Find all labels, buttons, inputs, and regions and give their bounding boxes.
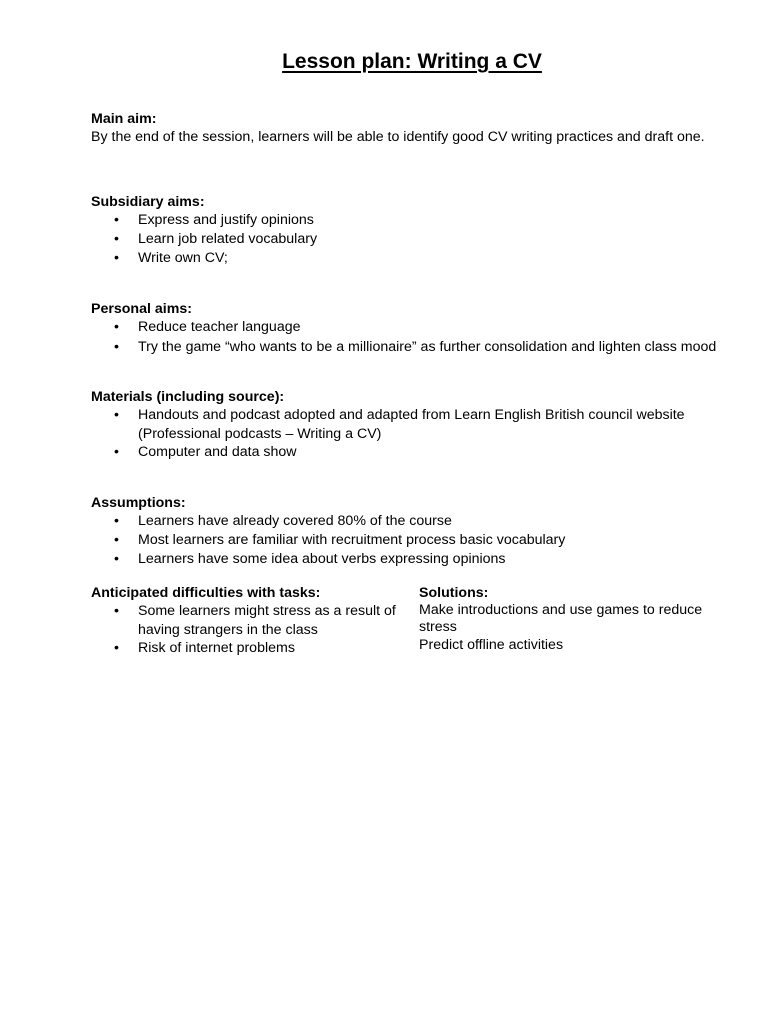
list-item: • Computer and data show: [114, 444, 297, 460]
difficulties-column: [91, 585, 416, 658]
subsidiary-aims-list: [91, 211, 736, 268]
difficulties-heading: Anticipated difficulties with tasks:: [91, 585, 321, 601]
list-item: • Handouts and podcast adopted and adapted from Learn English British council website (Professional podcasts – Writing a CV): [114, 407, 685, 442]
list-item: • Express and justify opinions: [114, 212, 314, 228]
main-aim-section: [91, 110, 736, 146]
bullet-icon: •: [114, 231, 119, 247]
personal-aims-list: [91, 318, 736, 356]
materials-section: [91, 388, 736, 462]
bullet-icon: •: [114, 212, 119, 228]
list-item: • Some learners might stress as a result of having strangers in the class: [114, 603, 396, 638]
bullet-icon: •: [114, 640, 119, 656]
list-item: • Learners have already covered 80% of the course: [114, 513, 452, 529]
solution-item: Predict offline activities: [419, 637, 564, 653]
assumptions-section: [91, 494, 736, 569]
personal-aims-heading: Personal aims:: [91, 301, 192, 317]
materials-list: [91, 406, 736, 462]
list-item: • Reduce teacher language: [114, 319, 301, 335]
main-aim-heading: Main aim:: [91, 111, 157, 127]
bullet-icon: •: [114, 603, 119, 619]
solutions-heading: Solutions:: [419, 585, 489, 601]
list-item: • Most learners are familiar with recruitment process basic vocabulary: [114, 532, 566, 548]
materials-heading: Materials (including source):: [91, 389, 285, 405]
solution-item: Make introductions and use games to reduce stress: [419, 602, 703, 635]
bullet-icon: •: [114, 551, 119, 567]
page-title: Lesson plan: Writing a CV: [282, 50, 542, 73]
list-item: • Learners have some idea about verbs expressing opinions: [114, 551, 506, 567]
list-item: • Write own CV;: [114, 250, 228, 266]
assumptions-list: [91, 512, 736, 569]
main-aim-text: By the end of the session, learners will be able to identify good CV writing practices and draft one.: [91, 128, 705, 145]
subsidiary-aims-section: [91, 194, 736, 268]
personal-aims-section: [91, 301, 736, 356]
bullet-icon: •: [114, 444, 119, 460]
bullet-icon: •: [114, 319, 119, 335]
bullet-icon: •: [114, 532, 119, 548]
solutions-column: [419, 585, 739, 654]
list-item: • Risk of internet problems: [114, 640, 295, 656]
bullet-icon: •: [114, 513, 119, 529]
difficulties-list: [91, 602, 416, 658]
assumptions-heading: Assumptions:: [91, 495, 186, 511]
bullet-icon: •: [114, 338, 119, 355]
list-item: • Try the game “who wants to be a millionaire” as further consolidation and lighten class mood: [114, 338, 717, 355]
subsidiary-aims-heading: Subsidiary aims:: [91, 194, 205, 210]
bullet-icon: •: [114, 250, 119, 266]
list-item: • Learn job related vocabulary: [114, 231, 318, 247]
bullet-icon: •: [114, 407, 119, 423]
